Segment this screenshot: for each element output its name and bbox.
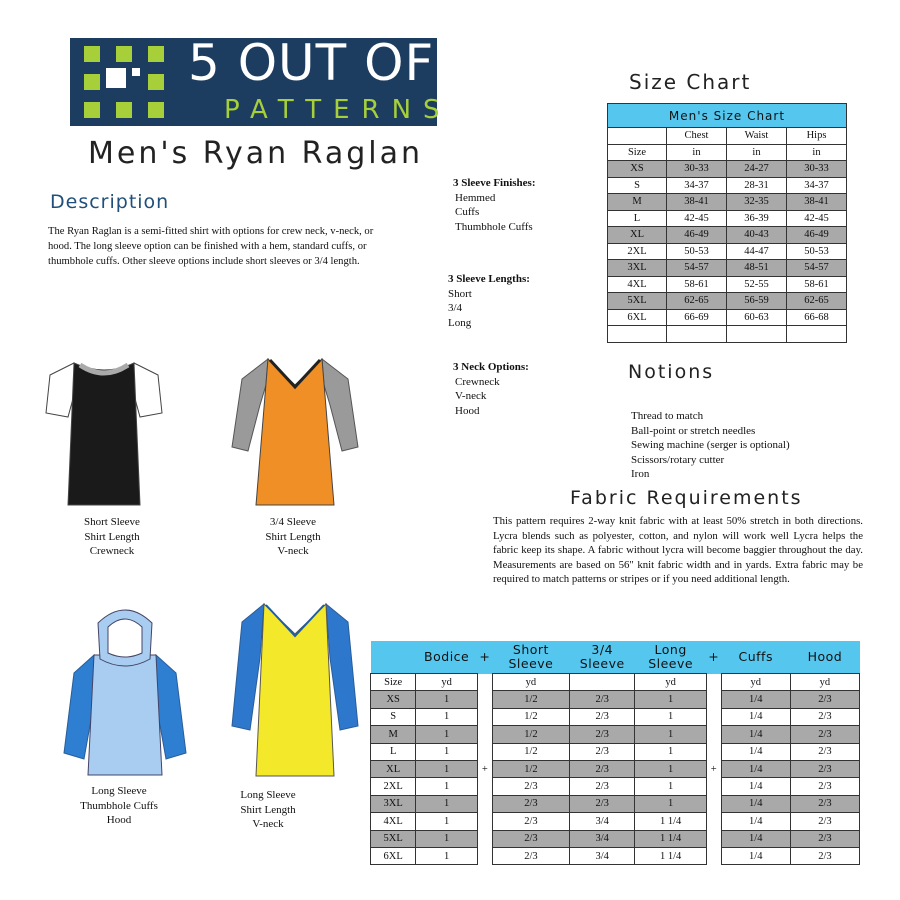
column-header: Short Sleeve xyxy=(492,641,569,674)
column-header: Cuffs xyxy=(721,641,790,674)
size-label: 3XL xyxy=(371,795,416,812)
column-header: Hips xyxy=(787,128,847,145)
table-cell: 3/4 xyxy=(570,847,635,864)
table-cell: 2/3 xyxy=(492,813,569,830)
neck-options-heading: 3 Neck Options: xyxy=(453,361,529,373)
table-cell: 1 xyxy=(416,795,478,812)
table-cell: 60-63 xyxy=(727,309,787,326)
size-rows xyxy=(608,161,847,326)
table-cell: 66-69 xyxy=(667,309,727,326)
table-cell: 1/4 xyxy=(721,795,790,812)
sleeve-finishes xyxy=(453,176,536,234)
size-label: 2XL xyxy=(371,778,416,795)
table-cell: 58-61 xyxy=(667,276,727,293)
plus-sign: + xyxy=(481,763,488,775)
table-cell: 62-65 xyxy=(667,293,727,310)
table-cell: 2/3 xyxy=(492,778,569,795)
table-cell: 54-57 xyxy=(787,260,847,277)
table-cell: 30-33 xyxy=(667,161,727,178)
table-cell: 2/3 xyxy=(570,743,635,760)
table-cell: 3/4 xyxy=(570,813,635,830)
option-item: Thumbhole Cuffs xyxy=(455,220,533,233)
table-cell: 1/4 xyxy=(721,708,790,725)
unit-cell: in xyxy=(727,144,787,161)
column-header: Chest xyxy=(667,128,727,145)
table-cell: 1 1/4 xyxy=(635,847,706,864)
table-cell: 2/3 xyxy=(492,830,569,847)
table-cell: 2/3 xyxy=(570,778,635,795)
table-cell: 1 xyxy=(635,726,706,743)
table-cell: 1/4 xyxy=(721,760,790,777)
table-cell: 1 1/4 xyxy=(635,813,706,830)
unit-cell: in xyxy=(787,144,847,161)
list-item: Ball-point or stretch needles xyxy=(631,424,756,437)
caption-line: Shirt Length xyxy=(240,803,296,816)
size-label: XL xyxy=(608,227,667,244)
option-item: 3/4 xyxy=(448,302,463,314)
caption-line: 3/4 Sleeve xyxy=(269,516,317,528)
table-cell: 42-45 xyxy=(667,210,727,227)
table-cell: 1/4 xyxy=(721,743,790,760)
fabric-text: This pattern requires 2-way knit fabric with at least 50% stretch in both directions. Lycra blends such as polyester, cotton, and nylon will work well Lycra helps the fabric keep its shape. A fabric without lycra will become baggier throughout the day. Measurements are based on 56" knit fabric width and in yards. Extra fabric may be required to match patterns or stripes or if you need additional length. xyxy=(493,515,863,586)
table-cell: 42-45 xyxy=(787,210,847,227)
table-row xyxy=(608,260,847,277)
sleeve-lengths xyxy=(448,272,530,330)
table-cell: 44-47 xyxy=(727,243,787,260)
size-label: S xyxy=(371,708,416,725)
size-label: XL xyxy=(371,760,416,777)
table-cell: 50-53 xyxy=(667,243,727,260)
sleeve-finishes-heading: 3 Sleeve Finishes: xyxy=(453,177,536,189)
table-row xyxy=(608,227,847,244)
table-cell: 1/4 xyxy=(721,830,790,847)
caption-2 xyxy=(233,515,353,559)
caption-line: Hood xyxy=(106,814,132,826)
unit-cell: in xyxy=(667,144,727,161)
caption-line: Long Sleeve xyxy=(91,785,147,797)
table-cell: 54-57 xyxy=(667,260,727,277)
column-header: Hood xyxy=(790,641,859,674)
unit-cell: yd xyxy=(790,674,859,691)
table-cell: 38-41 xyxy=(667,194,727,211)
plus-sign: + xyxy=(477,641,492,674)
brand-logo xyxy=(70,34,484,126)
table-cell: 1/4 xyxy=(721,847,790,864)
notions-list xyxy=(631,409,790,482)
table-cell: 2/3 xyxy=(570,760,635,777)
list-item: Iron xyxy=(631,468,650,480)
long-sleeve-vneck-illustration xyxy=(230,598,360,783)
table-cell: 2/3 xyxy=(570,708,635,725)
size-chart-table xyxy=(607,103,847,343)
table-row xyxy=(608,161,847,178)
table-cell: 1 xyxy=(416,760,478,777)
page-title: Men's Ryan Raglan xyxy=(88,136,424,171)
table-cell: 1/4 xyxy=(721,726,790,743)
list-item: Sewing machine (serger is optional) xyxy=(631,439,790,451)
table-cell: 2/3 xyxy=(790,743,859,760)
sleeve-lengths-heading: 3 Sleeve Lengths: xyxy=(448,273,530,285)
table-row xyxy=(371,726,860,743)
table-cell: 2/3 xyxy=(570,691,635,708)
size-label: S xyxy=(608,177,667,194)
table-cell: 1/4 xyxy=(721,691,790,708)
notions-heading: Notions xyxy=(628,361,715,383)
table-cell: 32-35 xyxy=(727,194,787,211)
table-cell: 1 xyxy=(416,778,478,795)
column-header: 3/4 Sleeve xyxy=(570,641,635,674)
table-cell: 34-37 xyxy=(787,177,847,194)
table-row xyxy=(608,293,847,310)
table-cell: 30-33 xyxy=(787,161,847,178)
option-item: Crewneck xyxy=(455,375,500,388)
table-row xyxy=(371,813,860,830)
caption-3 xyxy=(59,784,179,828)
table-row xyxy=(371,795,860,812)
table-cell: 2/3 xyxy=(790,795,859,812)
logo-text: 5 OUT OF 4 xyxy=(188,34,484,92)
table-cell: 2/3 xyxy=(790,830,859,847)
table-cell: 28-31 xyxy=(727,177,787,194)
option-item: Long xyxy=(448,316,472,329)
table-cell: 1/2 xyxy=(492,708,569,725)
neck-options xyxy=(453,360,529,418)
fabric-rows xyxy=(371,691,860,865)
unit-cell: yd xyxy=(721,674,790,691)
table-row xyxy=(371,830,860,847)
caption-line: Shirt Length xyxy=(84,530,140,543)
table-cell: 56-59 xyxy=(727,293,787,310)
caption-line: V-neck xyxy=(277,545,309,557)
table-cell: 1 xyxy=(635,778,706,795)
size-label: 2XL xyxy=(608,243,667,260)
table-cell: 1 1/4 xyxy=(635,830,706,847)
table-cell: 2/3 xyxy=(790,708,859,725)
table-row xyxy=(608,309,847,326)
size-label: 4XL xyxy=(608,276,667,293)
table-cell: 1 xyxy=(416,743,478,760)
caption-line: Long Sleeve xyxy=(240,789,296,801)
logo-subtext: PATTERNS xyxy=(224,95,452,125)
unit-cell: yd xyxy=(416,674,478,691)
caption-4 xyxy=(208,788,328,832)
list-item: Thread to match xyxy=(631,410,704,422)
table-cell: 58-61 xyxy=(787,276,847,293)
table-cell: 1 xyxy=(416,830,478,847)
fabric-heading: Fabric Requirements xyxy=(570,487,803,509)
fabric-requirements-table xyxy=(370,641,860,865)
table-cell: 34-37 xyxy=(667,177,727,194)
table-cell: 2/3 xyxy=(790,813,859,830)
table-cell: 2/3 xyxy=(790,726,859,743)
table-row xyxy=(371,691,860,708)
table-cell: 1 xyxy=(416,813,478,830)
option-item: Hemmed xyxy=(455,191,496,204)
plus-sign: + xyxy=(706,641,721,674)
table-cell: 1 xyxy=(635,760,706,777)
table-row xyxy=(608,210,847,227)
column-header: Size xyxy=(608,144,667,161)
list-item: Scissors/rotary cutter xyxy=(631,453,725,466)
size-chart-title: Men's Size Chart xyxy=(608,104,847,128)
table-row xyxy=(608,243,847,260)
size-label: XS xyxy=(608,161,667,178)
size-label: L xyxy=(608,210,667,227)
caption-line: V-neck xyxy=(252,818,284,830)
table-cell: 2/3 xyxy=(790,760,859,777)
column-header: Long Sleeve xyxy=(635,641,706,674)
size-label: 5XL xyxy=(608,293,667,310)
description-heading: Description xyxy=(50,191,170,213)
table-row xyxy=(371,708,860,725)
table-row xyxy=(608,276,847,293)
table-row xyxy=(371,778,860,795)
table-cell: 36-39 xyxy=(727,210,787,227)
table-cell: 2/3 xyxy=(492,847,569,864)
table-cell: 24-27 xyxy=(727,161,787,178)
table-cell: 48-51 xyxy=(727,260,787,277)
unit-cell: yd xyxy=(635,674,706,691)
option-item: V-neck xyxy=(455,390,487,402)
table-cell: 2/3 xyxy=(790,691,859,708)
table-cell: 46-49 xyxy=(787,227,847,244)
table-cell: 1/2 xyxy=(492,760,569,777)
table-cell: 62-65 xyxy=(787,293,847,310)
table-cell: 40-43 xyxy=(727,227,787,244)
table-row xyxy=(371,743,860,760)
table-cell: 2/3 xyxy=(492,795,569,812)
size-label: M xyxy=(608,194,667,211)
option-item: Short xyxy=(448,287,472,300)
table-cell: 1 xyxy=(416,691,478,708)
size-label: 4XL xyxy=(371,813,416,830)
table-cell: 38-41 xyxy=(787,194,847,211)
caption-line: Short Sleeve xyxy=(84,516,140,528)
description-text: The Ryan Raglan is a semi-fitted shirt with options for crew neck, v-neck, or hood. The long sleeve option can be finished with a hem, standard cuffs, or thumbhole cuffs. Other sleeve options include short sleeves or 3/4 length. xyxy=(48,226,374,267)
size-label: XS xyxy=(371,691,416,708)
table-cell: 50-53 xyxy=(787,243,847,260)
caption-line: Thumbhole Cuffs xyxy=(80,799,158,812)
option-item: Hood xyxy=(455,404,480,417)
table-cell: 1 xyxy=(635,795,706,812)
column-header: Bodice xyxy=(416,641,478,674)
size-label: L xyxy=(371,743,416,760)
table-row xyxy=(608,194,847,211)
plus-sign: + xyxy=(710,763,717,775)
table-cell: 1/4 xyxy=(721,778,790,795)
table-cell: 46-49 xyxy=(667,227,727,244)
size-label: 5XL xyxy=(371,830,416,847)
caption-line: Shirt Length xyxy=(265,530,321,543)
table-cell: 1/2 xyxy=(492,726,569,743)
table-cell: 1/4 xyxy=(721,813,790,830)
long-sleeve-hood-illustration xyxy=(60,603,190,783)
size-label: 6XL xyxy=(608,309,667,326)
short-sleeve-crewneck-illustration xyxy=(44,355,164,515)
table-row xyxy=(608,177,847,194)
table-cell: 3/4 xyxy=(570,830,635,847)
table-row xyxy=(371,847,860,864)
size-label: 3XL xyxy=(608,260,667,277)
table-cell: 1 xyxy=(635,708,706,725)
size-label: M xyxy=(371,726,416,743)
table-row xyxy=(371,760,860,777)
table-cell: 2/3 xyxy=(790,778,859,795)
table-cell: 66-68 xyxy=(787,309,847,326)
size-chart-heading: Size Chart xyxy=(629,70,752,94)
table-cell: 1 xyxy=(635,743,706,760)
size-label: 6XL xyxy=(371,847,416,864)
table-cell: 1/2 xyxy=(492,691,569,708)
caption-line: Crewneck xyxy=(89,545,135,557)
table-cell: 1 xyxy=(635,691,706,708)
table-cell: 1 xyxy=(416,847,478,864)
table-cell: 1 xyxy=(416,726,478,743)
unit-cell: yd xyxy=(492,674,569,691)
caption-1 xyxy=(52,515,172,559)
table-cell: 2/3 xyxy=(790,847,859,864)
column-header: Size xyxy=(371,674,416,691)
three-quarter-sleeve-vneck-illustration xyxy=(230,355,360,515)
option-item: Cuffs xyxy=(455,206,480,218)
column-header: Waist xyxy=(727,128,787,145)
table-cell: 2/3 xyxy=(570,726,635,743)
table-cell: 2/3 xyxy=(570,795,635,812)
table-cell: 52-55 xyxy=(727,276,787,293)
table-cell: 1/2 xyxy=(492,743,569,760)
table-cell: 1 xyxy=(416,708,478,725)
